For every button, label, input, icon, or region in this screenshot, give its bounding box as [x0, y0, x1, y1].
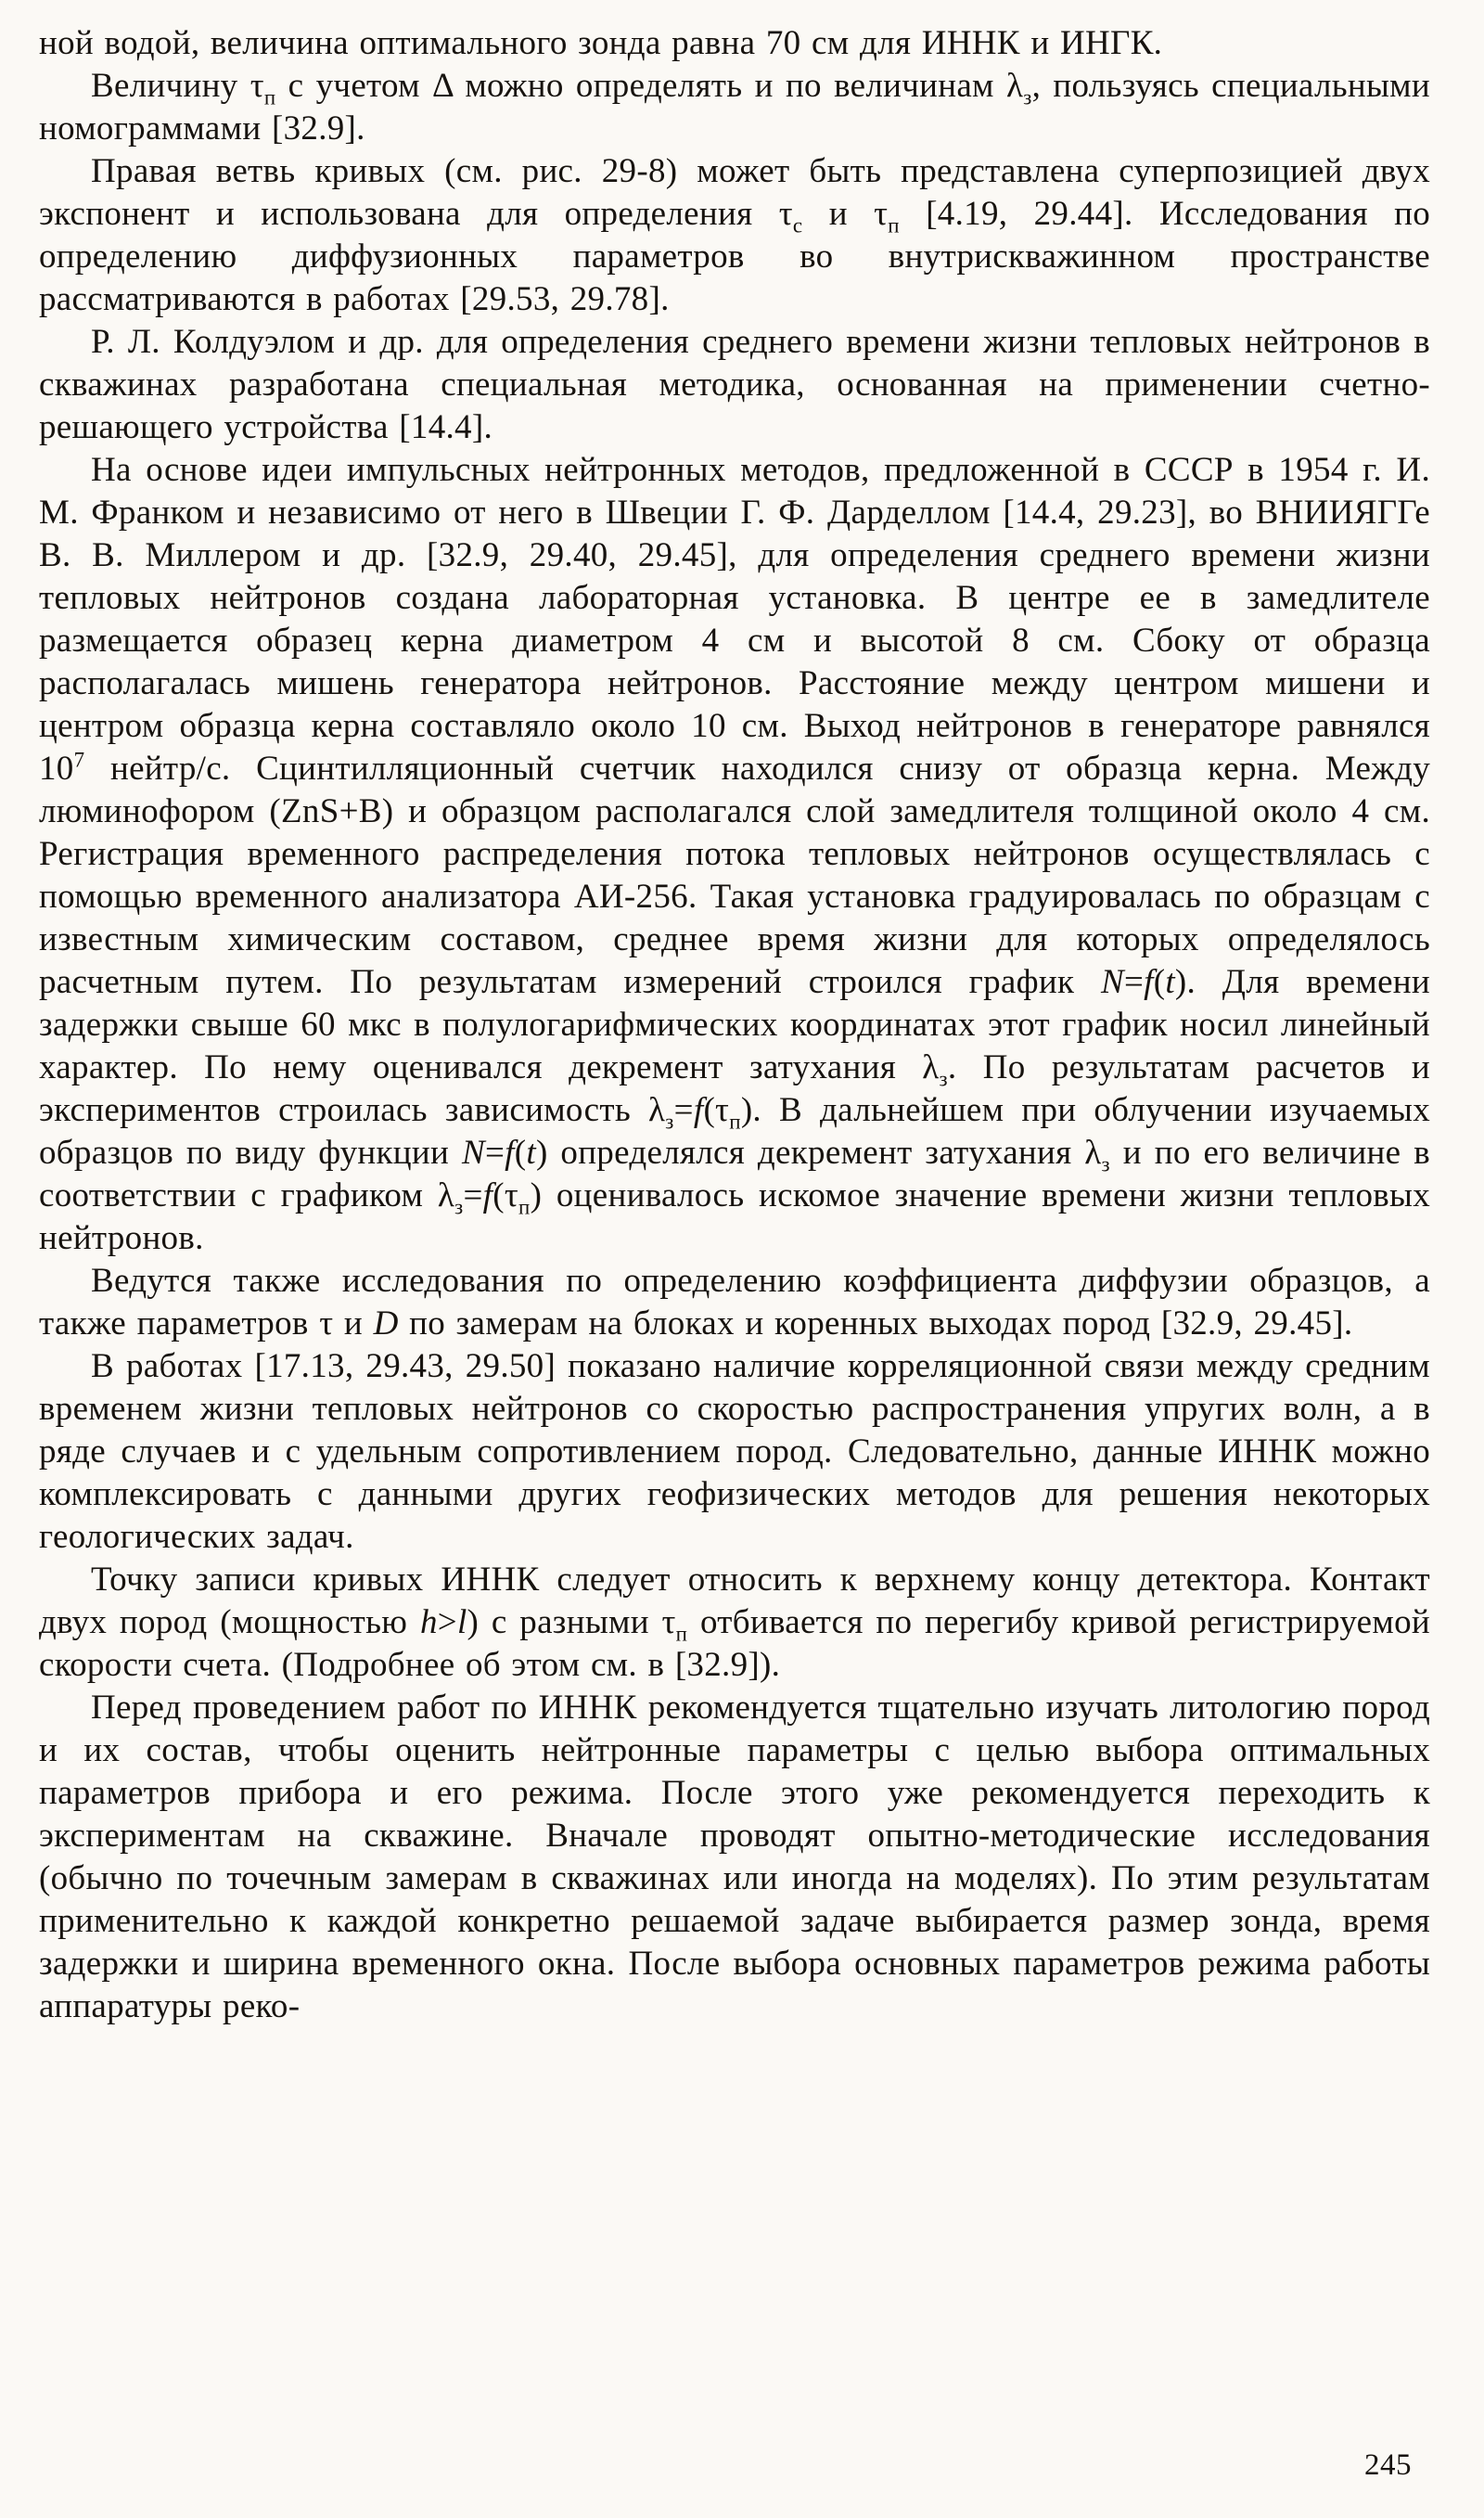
- page-number: 245: [1364, 2448, 1412, 2482]
- paragraph: Р. Л. Колдуэлом и др. для определения среднего времени жизни тепловых нейтронов в скважинах разработана специальная методика, основанная на применении счетно-решающего устройства [14.4].: [39, 323, 1430, 446]
- paragraph: Перед проведением работ по ИННК рекомендуется тщательно изучать литологию пород и их состав, чтобы оценить нейтронные параметры с целью выбора оптимальных параметров прибора и его режима. После этого уже рекомендуется переходить к экспериментам на скважине. Вначале проводят опытно-методические исследования (обычно по точечным замерам в скважинах или иногда на моделях). По этим результатам применительно к каждой конкретно решаемой задаче выбирается размер зонда, время задержки и ширина временного окна. После выбора основных параметров режима работы аппаратуры реко-: [39, 1689, 1430, 2025]
- paragraph: На основе идеи импульсных нейтронных методов, предложенной в СССР в 1954 г. И. М. Франком и независимо от него в Швеции Г. Ф. Дарделлом [14.4, 29.23], во ВНИИЯГГе В. В. Миллером и др. [32.9, 29.40, 29.45], для определения среднего времени жизни тепловых нейтронов создана лабораторная установка. В центре ее в замедлителе размещается образец керна диаметром 4 см и высотой 8 см. Сбоку от образца располагалась мишень генератора нейтронов. Расстояние между центром мишени и центром образца керна составляло около 10 см. Выход нейтронов в генераторе равнялся $10^7$ нейтр/с. Сцинтилляционный счетчик находился снизу от образца керна. Между люминофором (ZnS+B) и образцом располагался слой замедлителя толщиной около 4 см. Регистрация временного распределения потока тепловых нейтронов осуществлялась с помощью временного анализатора АИ-256. Такая установка градуировалась по образцам с известным химическим составом, среднее время жизни для которых определялось расчетным путем. По результатам измерений строился график N=f(t). Для времени задержки свыше 60 мкс в полулогарифмических координатах этот график носил линейный характер. По нему оценивался декремент затухания $\lambda_з$. По результатам расчетов и экспериментов строилась зависимость $\lambda_з=f(\tau_п)$. В дальнейшем при облучении изучаемых образцов по виду функции N=f(t) определялся декремент затухания $\lambda_з$ и по его величине в соответствии с графиком $\lambda_з=f(\tau_п)$ оценивалось искомое значение времени жизни тепловых нейтронов.: [39, 451, 1431, 1257]
- paragraph: Правая ветвь кривых (см. рис. 29-8) может быть представлена суперпозицией двух экспонент и использована для определения $\tau_с$ и $\tau_п$ [4.19, 29.44]. Исследования по определению диффузионных параметров во внутрискважинном пространстве рассматриваются в работах [29.53, 29.78].: [39, 152, 1430, 318]
- paragraph: В работах [17.13, 29.43, 29.50] показано наличие корреляционной связи между средним временем жизни тепловых нейтронов со скоростью распространения упругих волн, а в ряде случаев и с удельным сопротивлением пород. Следовательно, данные ИННК можно комплексировать с данными других геофизических методов для решения некоторых геологических задач.: [39, 1347, 1430, 1556]
- text-block: [39, 22, 1430, 2028]
- paragraph: Точку записи кривых ИННК следует относить к верхнему концу детектора. Контакт двух пород (мощностью h>l) с разными $\tau_п$ отбивается по перегибу кривой регистрируемой скорости счета. (Подробнее об этом см. в [32.9]).: [39, 1561, 1430, 1684]
- paragraph: Величину $\tau_п$ с учетом Δ можно определять и по величинам $\lambda_з$, пользуясь специальными номограммами [32.9].: [39, 67, 1430, 148]
- paragraph: Ведутся также исследования по определению коэффициента диффузии образцов, а также параметров τ и D по замерам на блоках и коренных выходах пород [32.9, 29.45].: [39, 1262, 1430, 1343]
- paragraph: ной водой, величина оптимального зонда равна 70 см для ИННК и ИНГК.: [39, 24, 1163, 62]
